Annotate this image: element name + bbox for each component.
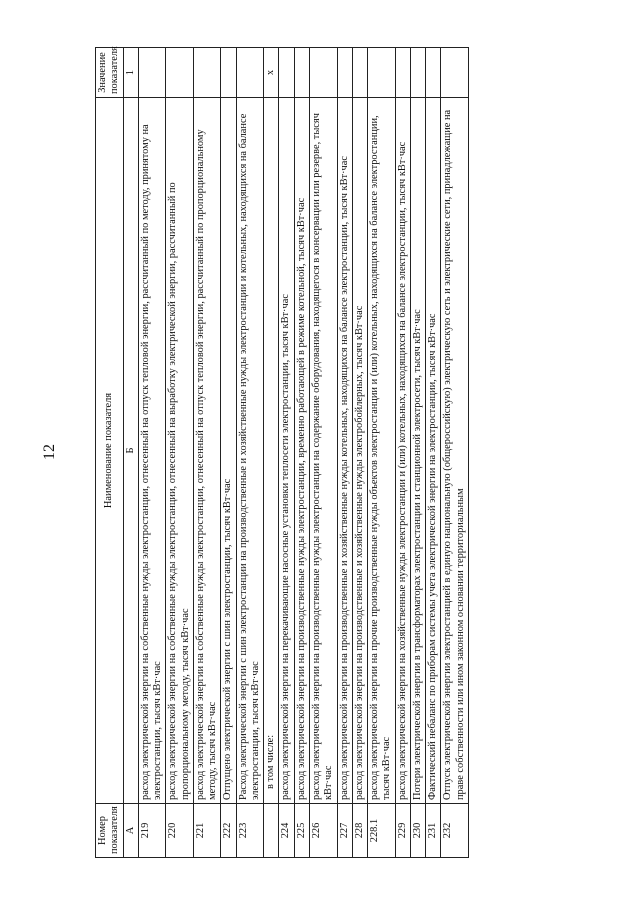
page-number: 12 — [41, 444, 58, 460]
letter-name: Б — [123, 98, 138, 804]
row-value — [138, 48, 166, 98]
table-row — [236, 48, 264, 858]
row-value — [166, 48, 194, 98]
table-row — [193, 48, 221, 858]
row-name: расход электрической энергии на производственные и хозяйственные нужды электробойлерных, тысяч кВт·час — [352, 98, 367, 804]
table-row — [337, 48, 352, 858]
row-number: 228.1 — [368, 804, 396, 858]
row-value — [441, 48, 469, 98]
row-value — [279, 48, 294, 98]
table-row — [441, 48, 469, 858]
header-name: Наименование показателя — [96, 98, 124, 804]
row-value — [236, 48, 264, 98]
row-name: расход электрической энергии на собственные нужды электростанции, отнесенный на отпуск тепловой энергии, рассчитанный по методу, принятому на электростанции, тысяч кВт·час — [138, 98, 166, 804]
row-name: Потери электрической энергии в трансформаторах электростанции и станционной электросети, тысяч кВт·час — [410, 98, 425, 804]
table-row — [395, 48, 410, 858]
row-name: расход электрической энергии на производственные нужды электростанции, временно работающей в режиме котельной, тысяч кВт·час — [294, 98, 309, 804]
row-number: 219 — [138, 804, 166, 858]
row-value — [426, 48, 441, 98]
row-number: 226 — [309, 804, 337, 858]
row-value — [193, 48, 221, 98]
header-value: Значение показателя — [96, 48, 124, 98]
row-value — [221, 48, 236, 98]
row-value — [309, 48, 337, 98]
row-number: 221 — [193, 804, 221, 858]
row-value — [368, 48, 396, 98]
row-number: 229 — [395, 804, 410, 858]
row-value — [352, 48, 367, 98]
row-name: Расход электрической энергии с шин электростанции на производственные и хозяйственные нужды электростанции и котельных, находящихся на балансе электростанции, тысяч кВт·час — [236, 98, 264, 804]
row-name: Отпуск электрической энергии электростанцией в единую национальную (общероссийскую) электрическую сеть и электрические сети, принадлежащие на праве собственности или ином законном основании территориальным — [441, 98, 469, 804]
indicators-table — [95, 47, 469, 858]
row-number: 232 — [441, 804, 469, 858]
row-value: x — [264, 48, 279, 98]
table-row — [138, 48, 166, 858]
table-row — [352, 48, 367, 858]
row-number: 227 — [337, 804, 352, 858]
row-value — [337, 48, 352, 98]
row-name: расход электрической энергии на прочие производственные нужды объектов электростанции и (или) котельных, находящихся на балансе электростанции, тысяч кВт·час — [368, 98, 396, 804]
table-row — [309, 48, 337, 858]
letter-number: А — [123, 804, 138, 858]
row-value — [410, 48, 425, 98]
row-number: 230 — [410, 804, 425, 858]
header-number: Номер показателя — [96, 804, 124, 858]
table-row — [410, 48, 425, 858]
row-name: расход электрической энергии на производственные и хозяйственные нужды котельных, находящихся на балансе электростанции, тысяч кВт·час — [337, 98, 352, 804]
row-number: 225 — [294, 804, 309, 858]
table-row — [368, 48, 396, 858]
row-number — [264, 804, 279, 858]
row-number: 222 — [221, 804, 236, 858]
row-value — [294, 48, 309, 98]
row-name: расход электрической энергии на перекачивающие насосные установки теплосети электростанции, тысяч кВт·час — [279, 98, 294, 804]
row-number: 220 — [166, 804, 194, 858]
letter-value: 1 — [123, 48, 138, 98]
column-letters-row — [123, 48, 138, 858]
header-row — [96, 48, 124, 858]
row-number: 223 — [236, 804, 264, 858]
table-row — [221, 48, 236, 858]
row-name: расход электрической энергии на собственные нужды электростанции, отнесенный на выработку электрической энергии, рассчитанный по пропорциональному методу, тысяч кВт·час — [166, 98, 194, 804]
row-number: 228 — [352, 804, 367, 858]
rotated-table-frame — [95, 48, 585, 858]
table-row — [166, 48, 194, 858]
row-value — [395, 48, 410, 98]
row-number: 231 — [426, 804, 441, 858]
row-name: Отпущено электрической энергии с шин электростанции, тысяч кВт·час — [221, 98, 236, 804]
row-name: Фактический небаланс по приборам системы учета электрической энергии на электростанции, тысяч кВт·час — [426, 98, 441, 804]
row-name: в том числе: — [264, 98, 279, 804]
table-row — [264, 48, 279, 858]
row-number: 224 — [279, 804, 294, 858]
table-row — [279, 48, 294, 858]
table-row — [426, 48, 441, 858]
table-row — [294, 48, 309, 858]
row-name: расход электрической энергии на производственные нужды электростанции на содержание оборудования, находящегося в консервации или резерве, тысяч кВт·час — [309, 98, 337, 804]
row-name: расход электрической энергии на хозяйственные нужды электростанции и (или) котельных, находящихся на балансе электростанции, тысяч кВт·час — [395, 98, 410, 804]
rotated-table-content — [95, 48, 585, 858]
row-name: расход электрической энергии на собственные нужды электростанции, отнесенный на отпуск тепловой энергии, рассчитанный по пропорциональному методу, тысяч кВт·час — [193, 98, 221, 804]
